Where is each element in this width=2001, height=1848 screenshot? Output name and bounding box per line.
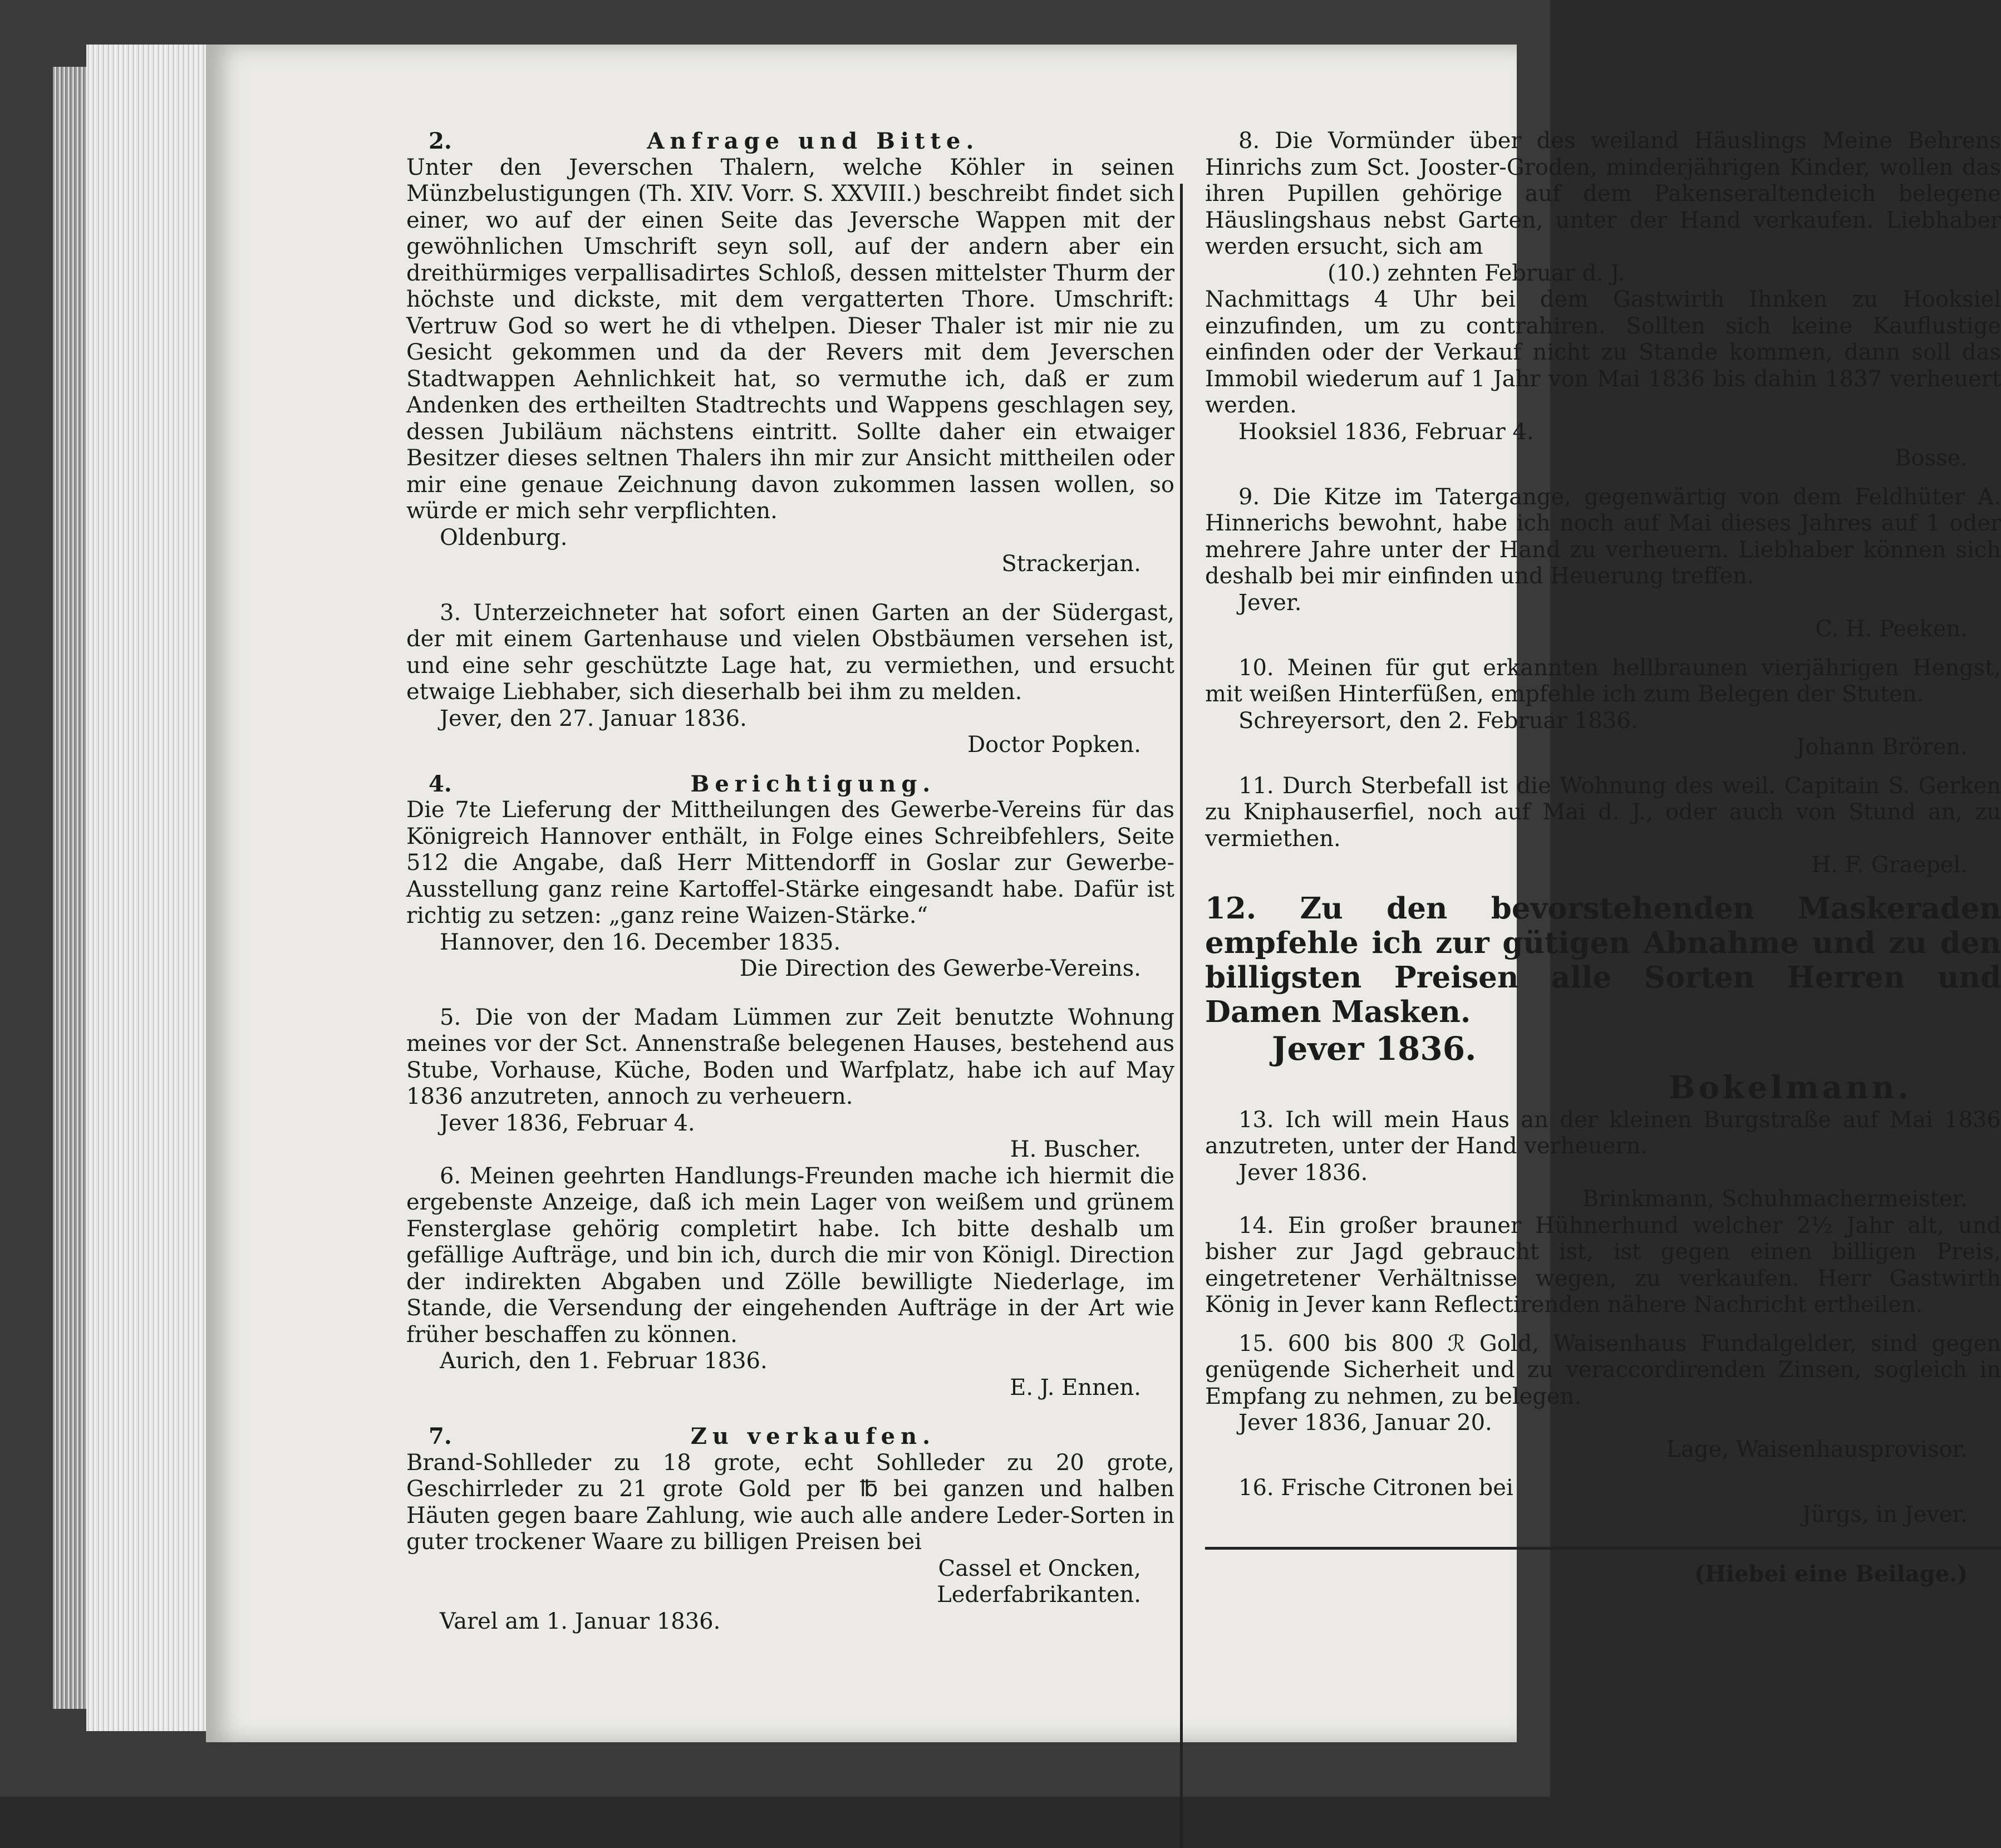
ad-signature: Strackerjan. [1001, 551, 1141, 577]
newspaper-page [206, 45, 2001, 1742]
supplement-note: (Hiebei eine Beilage.) [1694, 1561, 1968, 1587]
ad-number: 7. [429, 1423, 452, 1449]
ad-signature: Doctor Popken. [967, 732, 1141, 758]
ad-6 [406, 1163, 1174, 1402]
ad-text: 3. Unterzeichneter hat sofort einen Garten an der Südergast, der mit einem Gartenhause und vielen Obstbäumen versehen ist, und eine sehr geschützte Lage hat, zu vermiethen, und ersucht etwaige Liebhaber, sich dieserhalb bei ihm zu melden. [406, 599, 1174, 705]
right-column [1205, 128, 2001, 1587]
ad-13 [1205, 1107, 2001, 1213]
ad-place: Oldenburg. [440, 524, 568, 551]
ad-date-line: (10.) zehnten Februar d. J. [1328, 260, 1625, 286]
ad-signature: Cassel et Oncken, [938, 1555, 1141, 1581]
ad-7 [406, 1423, 1174, 1635]
ad-10 [1205, 655, 2001, 761]
ad-number: 2. [429, 128, 452, 154]
ad-text: 8. Die Vormünder über des weiland Häuslings Meine Behrens Hinrichs zum Sct. Jooster-Groden, minderjährigen Kinder, wollen das ihren Pupillen gehörige auf dem Pakenseraltendeich belegene Häuslingshaus nebst Garten, unter der Hand verkaufen. Liebhaber werden ersucht, sich am [1205, 128, 2001, 259]
ad-signature: Bosse. [1895, 445, 1968, 471]
ad-14 [1205, 1213, 2001, 1319]
ad-text: 9. Die Kitze im Tatergange, gegenwärtig von dem Feldhüter A. Hinnerichs bewohnt, habe ich noch auf Mai dieses Jahres auf 1 oder mehrere Jahre unter der Hand zu verheuern. Liebhaber können sich deshalb bei mir einfinden und Heuerung treffen. [1205, 484, 2001, 589]
ad-text: 13. Ich will mein Haus an der kleinen Burgstraße auf Mai 1836 anzutreten, unter der Hand verheuern. [1205, 1107, 2001, 1159]
ad-signature-title: Lederfabrikanten. [937, 1582, 1141, 1608]
ad-signature: E. J. Ennen. [1010, 1374, 1141, 1400]
ad-number: 4. [429, 770, 452, 797]
ad-2 [406, 128, 1174, 578]
ad-heading [406, 128, 1174, 155]
ad-place: Hannover, den 16. December 1835. [440, 929, 841, 955]
ad-text: 10. Meinen für gut erkannten hellbraunen vierjährigen Hengst, mit weißen Hinterfüßen, empfehle ich zum Belegen der Stuten. [1205, 655, 2001, 707]
end-rule [1205, 1547, 2001, 1550]
ad-text: Die 7te Lieferung der Mittheilungen des Gewerbe-Vereins für das Königreich Hannover enthält, in Folge eines Schreibfehlers, Seite 512 die Angabe, daß Herr Mittendorff in Goslar zur Gewerbe-Ausstellung ganz reine Kartoffel-Stärke eingesandt habe. Dafür ist richtig zu setzen: „ganz reine Waizen-Stärke.“ [406, 797, 1174, 928]
ad-signature: Jürgs, in Jever. [1802, 1501, 1968, 1527]
ad-place: Aurich, den 1. Februar 1836. [440, 1348, 768, 1374]
ad-signature: Brinkmann, Schuhmachermeister. [1582, 1186, 1968, 1212]
column-divider [1180, 184, 1183, 1848]
ad-place: Hooksiel 1836, Februar 4. [1238, 419, 1534, 445]
ad-text: 14. Ein großer brauner Hühnerhund welcher 2½ Jahr alt, und bisher zur Jagd gebraucht ist, ist gegen einen billigen Preis, eingetretener Verhältnisse wegen, zu verkaufen. Herr Gastwirth König in Jever kann Reflectirenden nähere Nachricht ertheilen. [1205, 1212, 2001, 1318]
ad-title: Berichtigung. [690, 770, 936, 797]
ad-signature: C. H. Peeken. [1815, 616, 1968, 642]
page-stack-edge [86, 45, 206, 1731]
ad-text: Brand-Sohlleder zu 18 grote, echt Sohlleder zu 20 grote, Geschirrleder zu 21 grote Gold per ℔ bei ganzen und halben Häuten gegen baare Zahlung, wie auch alle andere Leder-Sorten in guter trockener Waare zu billigen Preisen bei [406, 1449, 1174, 1555]
ad-signature: Johann Brören. [1796, 734, 1968, 760]
ad-signature: Bokelmann. [1669, 1069, 1912, 1106]
ad-place: Jever. [1238, 589, 1302, 616]
ad-12 [1205, 891, 2001, 1107]
ad-text: 5. Die von der Madam Lümmen zur Zeit benutzte Wohnung meines vor der Sct. Annenstraße belegenen Hauses, bestehend aus Stube, Vorhause, Küche, Boden und Warfplatz, habe ich auf May 1836 anzutreten, annoch zu verheuern. [406, 1004, 1174, 1109]
ad-signature: Die Direction des Gewerbe-Vereins. [739, 956, 1141, 981]
ad-11 [1205, 773, 2001, 879]
ad-place: Schreyersort, den 2. Februar 1836. [1238, 707, 1638, 734]
ad-signature: Lage, Waisenhausprovisor. [1666, 1436, 1968, 1462]
ad-9 [1205, 484, 2001, 643]
ad-8 [1205, 128, 2001, 472]
ad-5 [406, 1005, 1174, 1163]
ad-text: Unter den Jeverschen Thalern, welche Köhler in seinen Münzbelustigungen (Th. XIV. Vorr. S. XXVIII.) beschreibt findet sich einer, wo auf der einen Seite das Jeversche Wappen mit der gewöhnlichen Umschrift seyn soll, auf der andern aber ein dreithürmiges verpallisadirtes Schloß, dessen mittelster Thurm der höchste und dickste, mit dem vergatterten Thore. Umschrift: Vertruw God so wert he di vthelpen. Dieser Thaler ist mir nie zu Gesicht gekommen und da der Revers mit dem Jeverschen Stadtwappen Aehnlichkeit hat, so vermuthe ich, daß er zum Andenken des ertheilten Stadtrechts und Wappens geschlagen sey, dessen Jubiläum nächstens eintritt. Sollte daher ein etwaiger Besitzer dieses seltnen Thalers ihn mir zur Ansicht mittheilen oder mir eine genaue Zeichnung davon zukommen lassen wollen, so würde er mich sehr verpflichten. [406, 154, 1174, 524]
ad-text: 6. Meinen geehrten Handlungs-Freunden mache ich hiermit die ergebenste Anzeige, daß ich mein Lager von weißem und grünem Fensterglase gehörig completirt habe. Ich bitte deshalb um gefällige Aufträge, und bin ich, durch die mir von Königl. Direction der indirekten Abgaben und Zölle bewilligte Niederlage, im Stande, die Versendung der eingehenden Aufträge in der Art wie früher beschaffen zu können. [406, 1163, 1174, 1348]
ad-place: Varel am 1. Januar 1836. [440, 1608, 721, 1634]
ad-place: Jever 1836. [1238, 1159, 1368, 1186]
ad-text: 11. Durch Sterbefall ist die Wohnung des weil. Capitain S. Gerken zu Kniphauserfiel, noch auf Mai d. J., oder auch von Stund an, zu vermiethen. [1205, 773, 2001, 852]
ad-place: Jever, den 27. Januar 1836. [440, 705, 747, 731]
ad-4 [406, 771, 1174, 982]
ad-text: 15. 600 bis 800 ℛ Gold, Waisenhaus Fundalgelder, sind gegen genügende Sicherheit und zu veraccordirenden Zinsen, sogleich in Empfang zu nehmen, zu belegen. [1205, 1330, 2001, 1409]
ad-signature: H. F. Graepel. [1811, 852, 1968, 878]
ad-text: 12. Zu den bevorstehenden Maskeraden empfehle ich zur gütigen Abnahme und zu den billigsten Preisen alle Sorten Herren und Damen Masken. [1205, 891, 2001, 1029]
ad-place: Jever 1836. [1272, 1029, 1477, 1068]
ad-text-continued: Nachmittags 4 Uhr bei dem Gastwirth Ihnken zu Hooksiel einzufinden, um zu contrahiren. Sollten sich keine Kauflustige einfinden oder der Verkauf nicht zu Stande kommen, dann soll das Immobil wiederum auf 1 Jahr von Mai 1836 bis dahin 1837 verheuert werden. [1205, 287, 2001, 418]
left-column [406, 128, 1174, 1635]
ad-3 [406, 600, 1174, 759]
ad-place: Jever 1836, Februar 4. [440, 1110, 695, 1136]
ad-heading [406, 771, 1174, 798]
ad-title: Zu verkaufen. [690, 1423, 936, 1449]
ad-title: Anfrage und Bitte. [647, 128, 980, 154]
ad-signature: H. Buscher. [1010, 1137, 1141, 1162]
ad-heading [406, 1423, 1174, 1450]
book-spine-edge [53, 67, 90, 1709]
ad-16 [1205, 1475, 2001, 1528]
ad-text: 16. Frische Citronen bei [1238, 1475, 1513, 1501]
ad-15 [1205, 1331, 2001, 1463]
ad-place: Jever 1836, Januar 20. [1238, 1410, 1492, 1436]
